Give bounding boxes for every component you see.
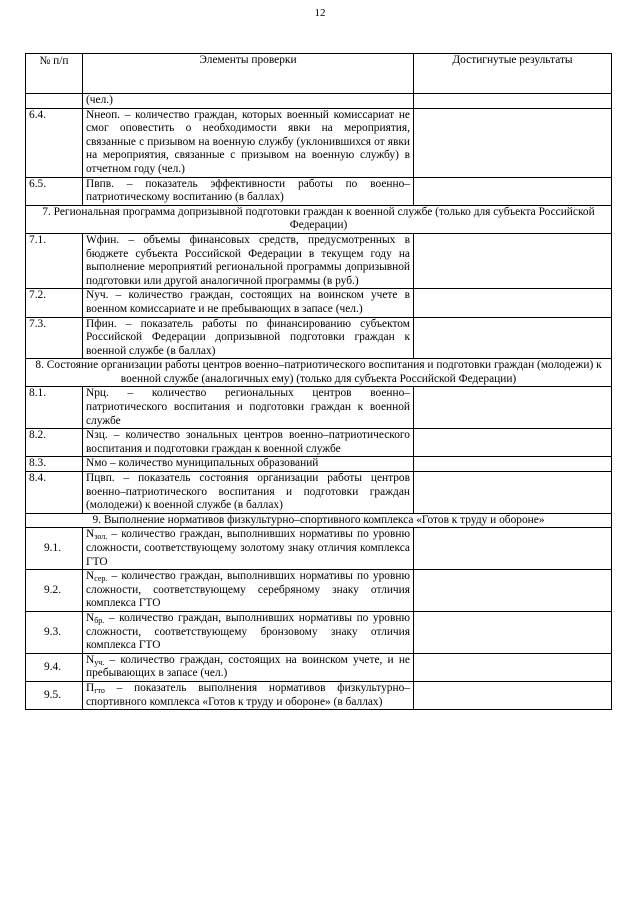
table-row [26,457,612,472]
section-row [26,513,612,528]
row-text: Nнеоп. – количество граждан, которых военный комиссариат не смог оповестить о необходимости явки на мероприятия, связанные с призывом на военную службу (уклонившихся от явки на мероприятия, связанные с призывом на военную службу) в отчетном году (чел.) [83,108,414,177]
indicator-symbol: N [86,611,95,624]
row-num: 8.3. [26,457,83,472]
table-row [26,233,612,288]
result-cell[interactable] [414,528,612,570]
table-row [26,429,612,457]
indicator-subscript: уч. [94,657,105,667]
result-cell[interactable] [414,289,612,317]
row-num: 8.2. [26,429,83,457]
row-num: 8.4. [26,472,83,514]
row-text [83,611,414,653]
indicator-description: – количество граждан, выполнивших нормативы по уровню сложности, соответствующему бронзовому знаку отличия комплекса ГТО [86,611,410,652]
result-cell[interactable] [414,611,612,653]
row-text [83,570,414,612]
indicator-description: – количество граждан, выполнивших нормативы по уровню сложности, соответствующему золотому знаку отличия комплекса ГТО [86,528,410,568]
table-header-row [26,54,612,94]
indicator-subscript: гто [94,685,105,695]
table-row [26,570,612,612]
indicator-description: – показатель выполнения нормативов физкультурно–спортивного комплекса «Готов к труду и обороне» (в баллах) [86,681,410,708]
table-row [26,94,612,109]
table-row [26,317,612,359]
page-number: 12 [314,7,326,19]
result-cell[interactable] [414,681,612,709]
row-num: 6.4. [26,108,83,177]
result-cell[interactable] [414,317,612,359]
indicator-symbol: N [86,528,95,541]
inspection-table [25,53,612,710]
table-row [26,611,612,653]
row-text: (чел.) [83,94,414,109]
row-text: Nрц. – количество региональных центров военно–патриотического воспитания и подготовки граждан к военной службе [83,387,414,429]
row-num: 9.1. [26,528,83,570]
table-row [26,653,612,681]
result-cell[interactable] [414,653,612,681]
row-text [83,681,414,709]
header-element: Элементы проверки [83,54,414,94]
section-row [26,205,612,233]
header-num: № п/п [26,54,83,94]
result-cell[interactable] [414,94,612,109]
row-text: Пцвп. – показатель состояния организации работы центров военно–патриотического воспитания и подготовки граждан (молодежи) к военной службе (в баллах) [83,472,414,514]
result-cell[interactable] [414,387,612,429]
section-title-8: 8. Состояние организации работы центров военно–патриотического воспитания и подготовки граждан (молодежи) к военной службе (аналогичных ему) (только для субъекта Российской Федерации) [26,359,612,387]
table-row [26,108,612,177]
indicator-subscript: сер. [94,574,108,584]
table-row [26,177,612,205]
result-cell[interactable] [414,233,612,288]
result-cell[interactable] [414,457,612,472]
indicator-symbol: N [86,653,95,666]
row-num: 9.3. [26,611,83,653]
header-result: Достигнутые результаты [414,54,612,94]
row-text [83,653,414,681]
row-text: Nзц. – количество зональных центров военно–патриотического воспитания и подготовки граждан к военной службе [83,429,414,457]
row-num: 7.2. [26,289,83,317]
indicator-description: – количество граждан, состоящих на воинском учете, и не пребывающих в запасе (чел.) [86,653,410,680]
result-cell[interactable] [414,472,612,514]
row-num: 7.3. [26,317,83,359]
row-num: 6.5. [26,177,83,205]
result-cell[interactable] [414,429,612,457]
row-text: Пфин. – показатель работы по финансированию субъектом Российской Федерации допризывной подготовки граждан к военной службе (в баллах) [83,317,414,359]
row-num: 9.4. [26,653,83,681]
row-num: 7.1. [26,233,83,288]
table-row [26,387,612,429]
row-text: Nмо – количество муниципальных образований [83,457,414,472]
indicator-symbol: П [86,681,95,694]
row-text: Wфин. – объемы финансовых средств, предусмотренных в бюджете субъекта Российской Федерации в текущем году на выполнение мероприятий региональной программы допризывной подготовки или другой аналогичной программы (в руб.) [83,233,414,288]
indicator-subscript: зол. [94,532,108,542]
table-row [26,528,612,570]
section-title-9: 9. Выполнение нормативов физкультурно–спортивного комплекса «Готов к труду и обороне» [26,513,612,528]
result-cell[interactable] [414,570,612,612]
result-cell[interactable] [414,108,612,177]
row-num: 8.1. [26,387,83,429]
table-row [26,681,612,709]
table-row [26,289,612,317]
result-cell[interactable] [414,177,612,205]
section-title-7: 7. Региональная программа допризывной подготовки граждан к военной службе (только для субъекта Российской Федерации) [26,205,612,233]
row-num: 9.5. [26,681,83,709]
indicator-subscript: бр. [94,615,105,625]
section-row [26,359,612,387]
row-text [83,528,414,570]
table-row [26,472,612,514]
indicator-symbol: N [86,570,95,583]
indicator-description: – количество граждан, выполнивших нормативы по уровню сложности, соответствующему серебряному знаку отличия комплекса ГТО [86,570,410,610]
row-num: 9.2. [26,570,83,612]
row-text: Пвпв. – показатель эффективности работы по военно–патриотическому воспитанию (в баллах) [83,177,414,205]
row-text: Nуч. – количество граждан, состоящих на воинском учете в военном комиссариате и не пребывающих в запасе (чел.) [83,289,414,317]
